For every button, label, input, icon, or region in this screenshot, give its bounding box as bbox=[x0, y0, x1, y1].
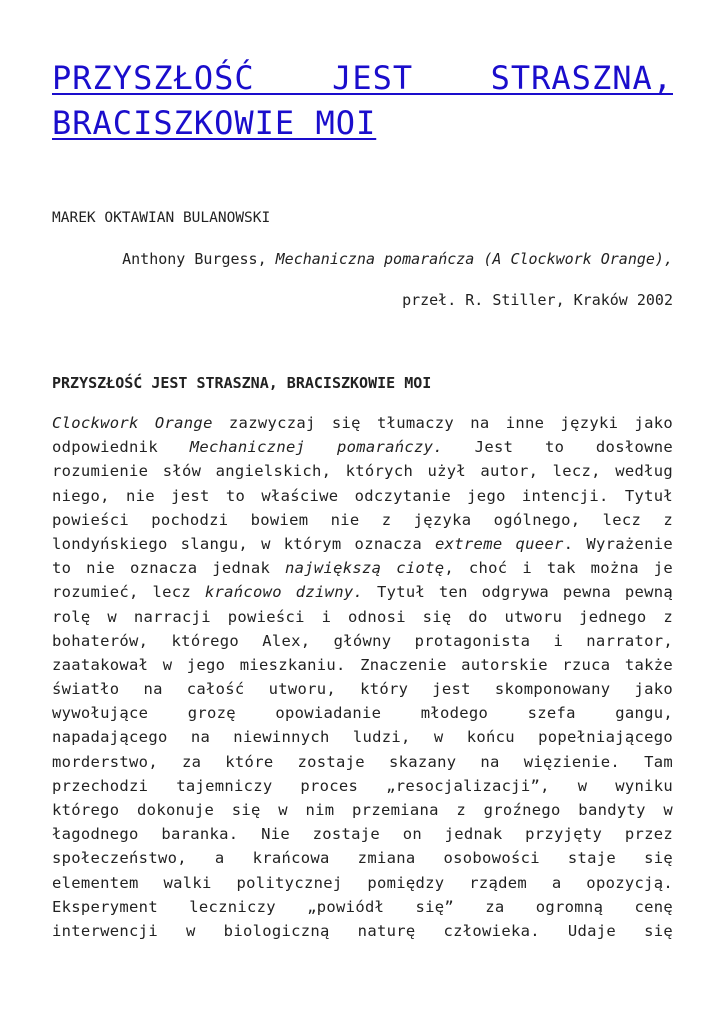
body-line bbox=[52, 822, 673, 846]
body-line bbox=[52, 435, 673, 459]
text-run: Jest to dosłowne bbox=[442, 438, 673, 457]
text-run: społeczeństwo, a krańcowa zmiana osobowości staje się bbox=[52, 849, 673, 868]
article-title bbox=[52, 0, 673, 146]
text-run: którego dokonuje się w nim przemiana z groźnego bandyty w bbox=[52, 801, 673, 819]
body-line bbox=[52, 750, 673, 774]
body-line bbox=[52, 895, 673, 919]
book-reference bbox=[122, 249, 673, 269]
body-line bbox=[52, 605, 673, 629]
text-run: elementem walki politycznej pomiędzy rządem a opozycją. bbox=[52, 873, 673, 892]
body-line bbox=[52, 725, 673, 749]
body-line bbox=[52, 798, 673, 822]
body-line bbox=[52, 677, 673, 701]
text-run: . Wyrażenie bbox=[563, 534, 674, 553]
article-title-link[interactable]: PRZYSZŁOŚĆ JEST STRASZNA, BRACISZKOWIE MOI bbox=[52, 59, 673, 142]
body-line bbox=[52, 774, 673, 798]
body-line bbox=[52, 629, 673, 653]
text-run: to nie oznacza jednak bbox=[52, 559, 285, 578]
body-line bbox=[52, 701, 673, 725]
text-run: zazwyczaj się tłumaczy na inne języki jako bbox=[212, 414, 673, 432]
article-page bbox=[52, 0, 674, 940]
body-line bbox=[52, 508, 673, 532]
body-line bbox=[52, 871, 673, 895]
text-run: napadającego na niewinnych ludzi, w końcu popełniającego bbox=[52, 728, 673, 747]
body-line bbox=[52, 411, 673, 435]
body-line bbox=[52, 919, 673, 943]
italic-phrase: Clockwork Orange bbox=[52, 414, 213, 432]
text-run: rozumienie słów angielskich, których użył autor, lecz, według bbox=[52, 462, 673, 481]
body-line bbox=[52, 556, 673, 580]
text-run: Tytuł ten odgrywa pewna pewną bbox=[363, 583, 673, 602]
text-run: morderstwo, za które zostaje skazany na więzienie. Tam bbox=[52, 752, 673, 771]
body-line bbox=[52, 846, 673, 870]
body-line bbox=[52, 653, 673, 677]
text-run: zaatakował w jego mieszkaniu. Znaczenie autorskie rzuca także bbox=[52, 655, 673, 674]
text-run: , choć i tak można je bbox=[444, 559, 673, 578]
text-run: światło na całość utworu, który jest skomponowany jako bbox=[52, 680, 673, 699]
section-heading: PRZYSZŁOŚĆ JEST STRASZNA, BRACISZKOWIE MOI bbox=[52, 374, 432, 392]
text-run: rozumieć, lecz bbox=[52, 583, 205, 602]
italic-phrase: największą ciotę bbox=[284, 559, 445, 578]
italic-phrase: extreme queer bbox=[435, 534, 564, 553]
article-author: MAREK OKTAWIAN BULANOWSKI bbox=[52, 210, 271, 226]
book-author: Anthony Burgess, bbox=[122, 250, 276, 268]
body-line bbox=[52, 532, 673, 556]
text-run: powieści pochodzi bowiem nie z języka ogólnego, lecz z bbox=[52, 510, 673, 529]
body-line bbox=[52, 459, 673, 483]
body-line bbox=[52, 484, 673, 508]
text-run: bohaterów, którego Alex, główny protagonista i narrator, bbox=[52, 631, 673, 650]
text-run: londyńskiego slangu, w którym oznacza bbox=[52, 534, 436, 553]
text-run: interwencji w biologiczną naturę człowieka. Udaje się bbox=[52, 921, 673, 940]
translator-info: przeł. R. Stiller, Kraków 2002 bbox=[402, 291, 673, 309]
text-run: niego, nie jest to właściwe odczytanie jego intencji. Tytuł bbox=[52, 486, 673, 505]
text-run: odpowiednik bbox=[52, 438, 190, 457]
text-run: rolę w narracji powieści i odnosi się do utworu jednego z bbox=[52, 607, 673, 626]
text-run: Eksperyment leczniczy „powiódł się” za ogromną cenę bbox=[52, 897, 673, 916]
text-run: wywołujące grozę opowiadanie młodego szefa gangu, bbox=[52, 704, 673, 723]
text-run: przechodzi tajemniczy proces „resocjalizacji”, w wyniku bbox=[52, 776, 673, 795]
book-title: Mechaniczna pomarańcza (A Clockwork Orange), bbox=[275, 250, 673, 268]
article-body bbox=[52, 411, 673, 943]
italic-phrase: Mechanicznej pomarańczy. bbox=[189, 438, 443, 457]
body-line bbox=[52, 580, 673, 604]
text-run: łagodnego baranka. Nie zostaje on jednak przyjęty przez bbox=[52, 825, 673, 844]
italic-phrase: krańcowo dziwny. bbox=[204, 583, 364, 602]
